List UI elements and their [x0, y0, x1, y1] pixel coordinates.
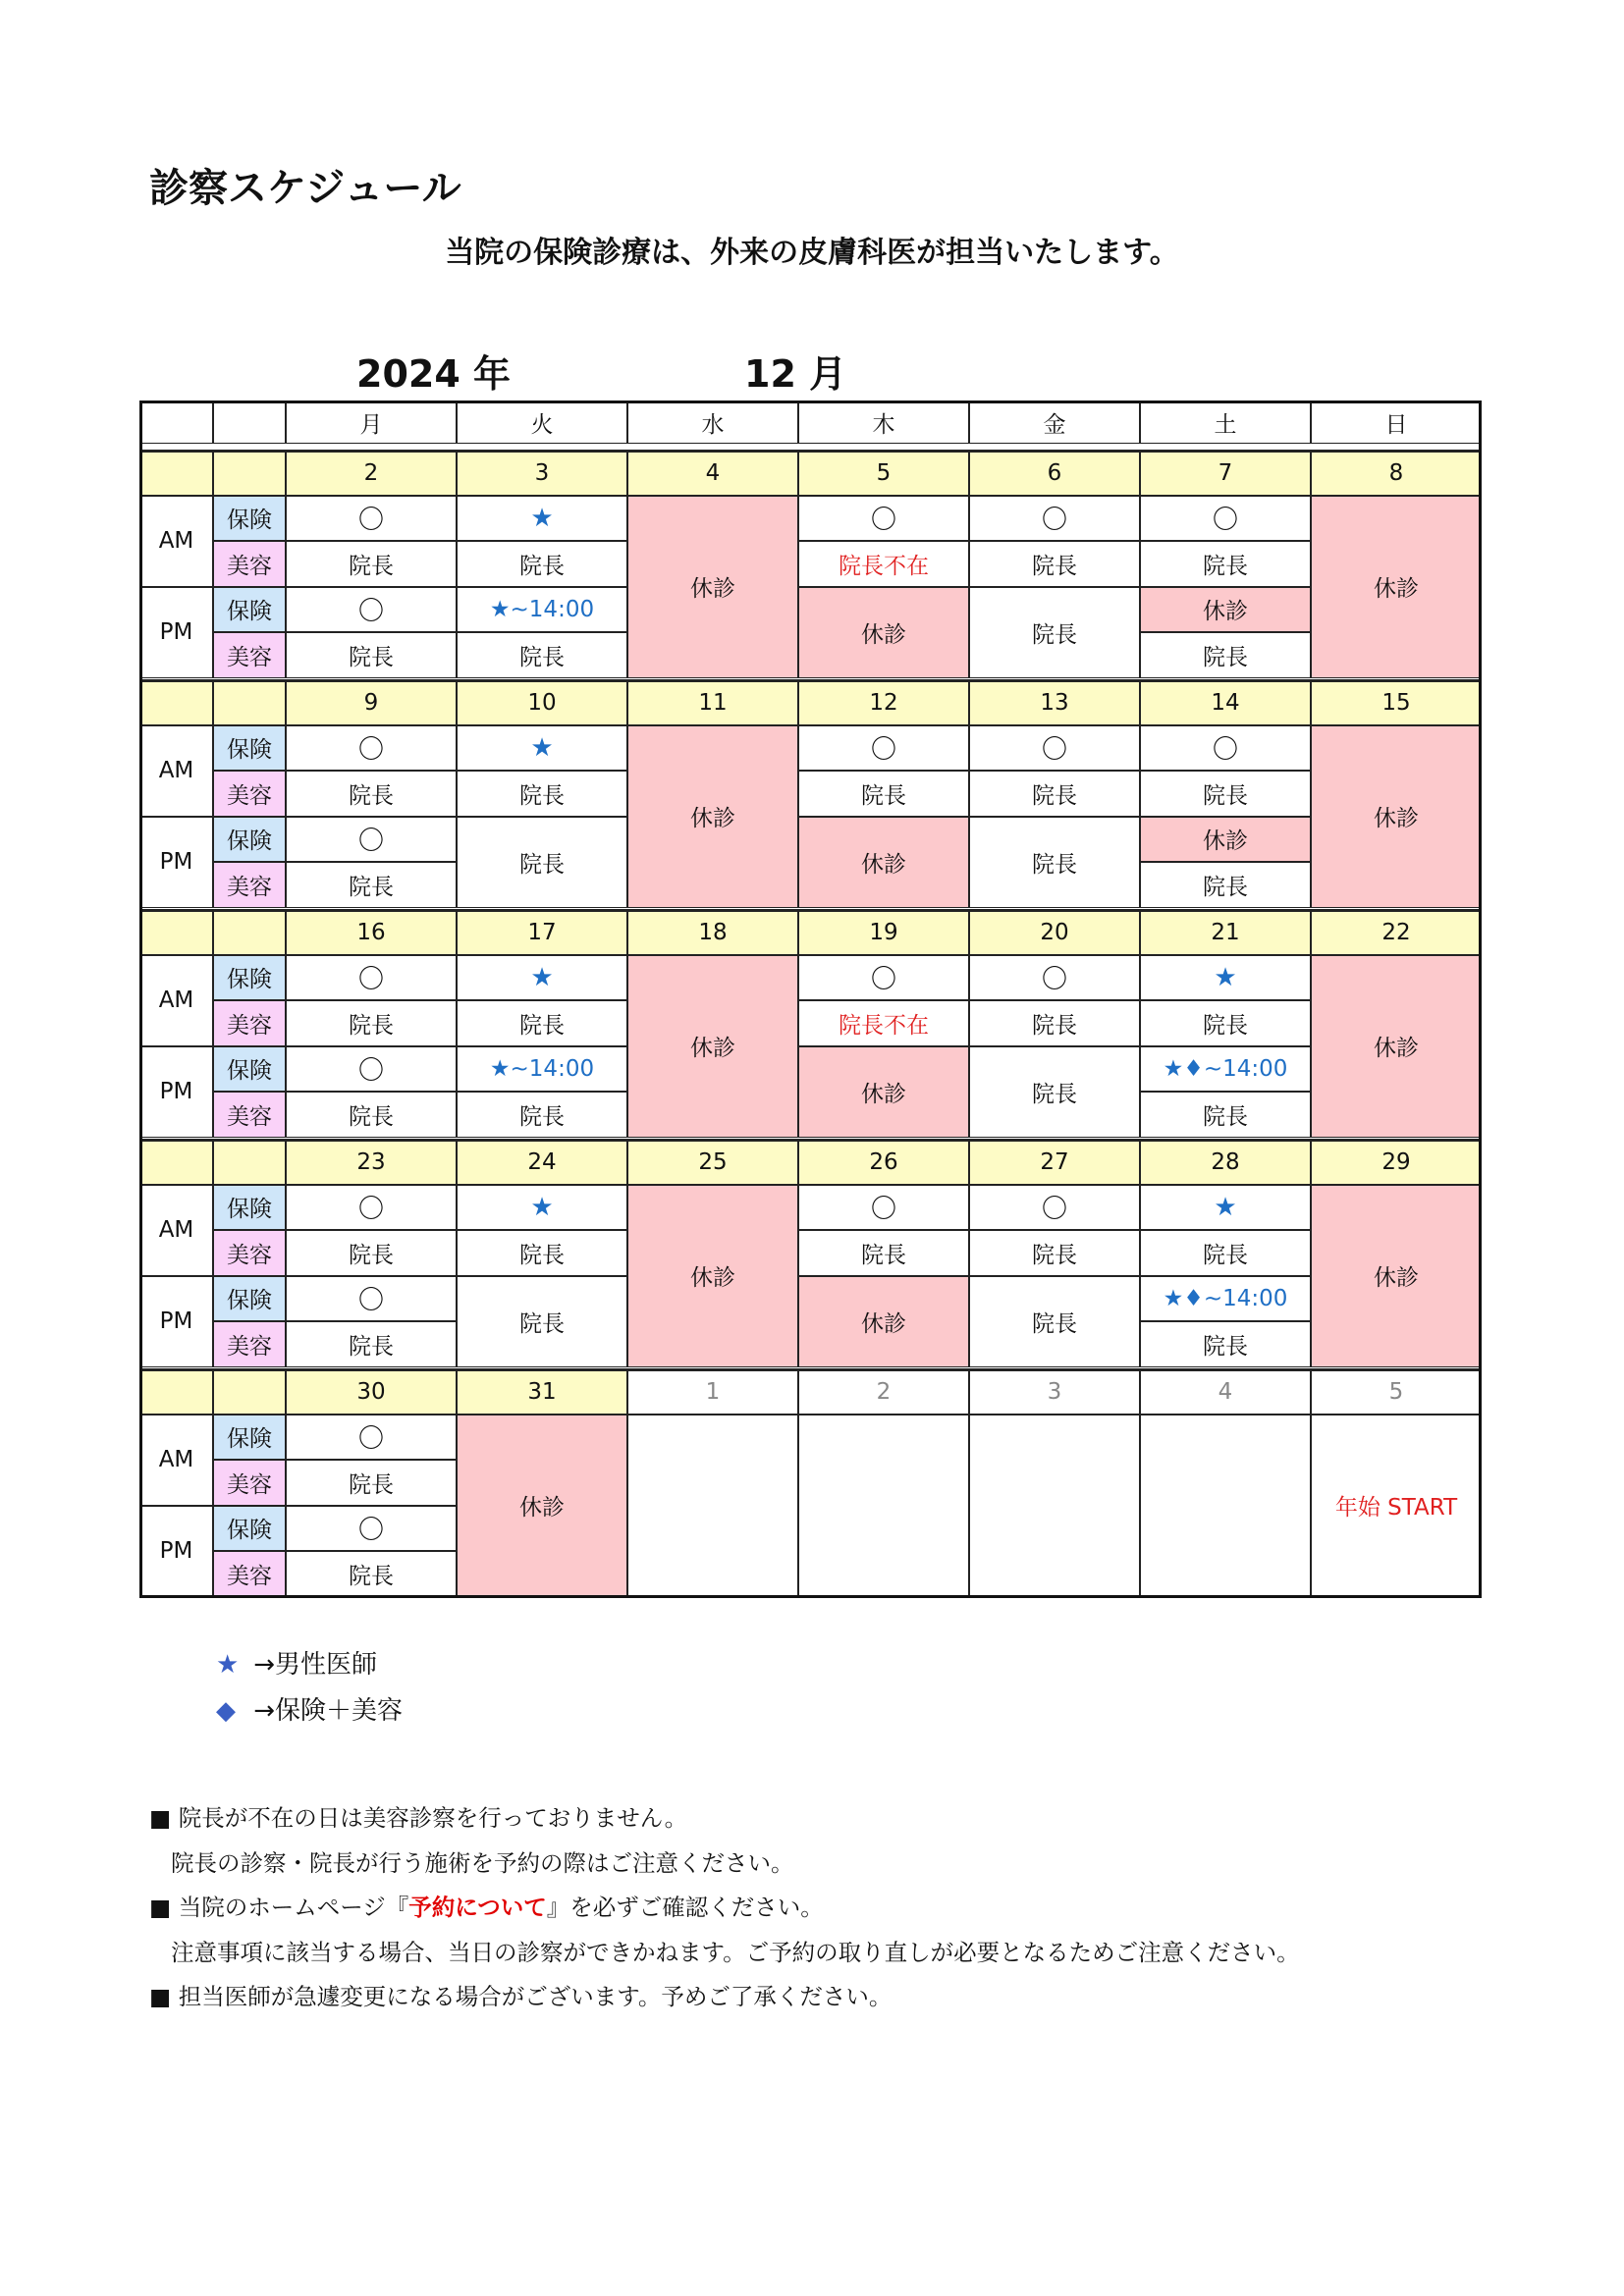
date-cell: 22 — [1311, 909, 1482, 955]
category-biyou: 美容 — [213, 541, 286, 587]
notes — [149, 1796, 1300, 2020]
schedule-cell: 院長 — [457, 1092, 627, 1138]
category-hoken: 保険 — [213, 1046, 286, 1093]
date-cell: 18 — [627, 909, 798, 955]
date-cell: 9 — [286, 679, 457, 725]
weekday-header: 木 — [798, 400, 969, 444]
date-row-blank — [213, 450, 286, 496]
date-cell: 2 — [798, 1368, 969, 1415]
schedule-cell: 院長 — [286, 1000, 457, 1046]
legend-star — [216, 1644, 377, 1681]
schedule-cell: 〇 — [1140, 725, 1311, 772]
page-subtitle: 当院の保険診療は、外来の皮膚科医が担当いたします。 — [445, 236, 1179, 270]
pm-label: PM — [139, 1046, 213, 1138]
pm-label: PM — [139, 1506, 213, 1597]
schedule-cell: 休診 — [1140, 817, 1311, 863]
schedule-cell: 〇 — [969, 955, 1140, 1001]
schedule-cell: 〇 — [969, 725, 1140, 772]
schedule-cell: 院長 — [1140, 862, 1311, 908]
schedule-cell: 〇 — [798, 725, 969, 772]
reservation-link-text: 予約について — [408, 1894, 547, 1921]
closed-cell: 休診 — [627, 1185, 798, 1367]
pm-label: PM — [139, 587, 213, 678]
schedule-cell: 院長 — [1140, 1092, 1311, 1138]
closed-cell: 休診 — [457, 1415, 627, 1597]
schedule-cell: 院長 — [1140, 541, 1311, 587]
am-label: AM — [139, 496, 213, 587]
schedule-cell: ★ — [1140, 955, 1311, 1001]
am-label: AM — [139, 1415, 213, 1506]
date-cell: 13 — [969, 679, 1140, 725]
schedule-cell: 院長 — [286, 632, 457, 678]
date-cell: 7 — [1140, 450, 1311, 496]
schedule-cell: 院長 — [286, 541, 457, 587]
closed-cell: 休診 — [1311, 955, 1482, 1138]
schedule-cell: ★~14:00 — [457, 1046, 627, 1093]
pm-label: PM — [139, 817, 213, 908]
closed-cell: 休診 — [798, 1276, 969, 1367]
date-cell: 4 — [1140, 1368, 1311, 1415]
schedule-cell: 〇 — [286, 725, 457, 772]
category-hoken: 保険 — [213, 587, 286, 633]
date-cell: 6 — [969, 450, 1140, 496]
category-biyou: 美容 — [213, 1230, 286, 1276]
schedule-cell: ★~14:00 — [457, 587, 627, 633]
pm-label: PM — [139, 1276, 213, 1367]
schedule-cell: 〇 — [798, 496, 969, 542]
schedule-cell: 休診 — [1140, 587, 1311, 633]
schedule-cell: 院長 — [798, 1230, 969, 1276]
year-label: 2024 年 — [356, 352, 511, 396]
new-year-start-cell: 年始 START — [1311, 1415, 1482, 1597]
category-hoken: 保険 — [213, 1415, 286, 1461]
schedule-cell: 院長 — [969, 1000, 1140, 1046]
schedule-cell: 〇 — [969, 496, 1140, 542]
schedule-cell: 院長 — [286, 862, 457, 908]
month-label: 12 月 — [744, 352, 847, 396]
page-title: 診察スケジュール — [149, 166, 461, 211]
schedule-cell: 院長 — [969, 541, 1140, 587]
weekday-header: 水 — [627, 400, 798, 444]
date-cell: 19 — [798, 909, 969, 955]
category-hoken: 保険 — [213, 1506, 286, 1552]
schedule-cell: 〇 — [798, 955, 969, 1001]
date-cell: 11 — [627, 679, 798, 725]
closed-cell: 休診 — [798, 587, 969, 678]
schedule-cell: 〇 — [969, 1185, 1140, 1231]
date-cell: 10 — [457, 679, 627, 725]
date-cell: 3 — [969, 1368, 1140, 1415]
schedule-cell: 〇 — [286, 496, 457, 542]
schedule-cell: 院長 — [286, 1092, 457, 1138]
weekday-header: 土 — [1140, 400, 1311, 444]
am-label: AM — [139, 955, 213, 1046]
schedule-cell: 院長 — [457, 632, 627, 678]
date-row-blank — [213, 679, 286, 725]
schedule-cell: ★ — [457, 1185, 627, 1231]
schedule-cell: 院長 — [969, 587, 1140, 678]
schedule-cell: 院長 — [1140, 632, 1311, 678]
date-cell: 12 — [798, 679, 969, 725]
schedule-cell: 院長不在 — [798, 541, 969, 587]
category-hoken: 保険 — [213, 496, 286, 542]
schedule-cell: 院長不在 — [798, 1000, 969, 1046]
schedule-cell: ★ — [1140, 1185, 1311, 1231]
date-cell: 16 — [286, 909, 457, 955]
schedule-cell: 院長 — [969, 1230, 1140, 1276]
category-hoken: 保険 — [213, 955, 286, 1001]
date-cell: 31 — [457, 1368, 627, 1415]
schedule-cell: 院長 — [798, 771, 969, 817]
category-hoken: 保険 — [213, 1185, 286, 1231]
date-cell: 17 — [457, 909, 627, 955]
category-biyou: 美容 — [213, 1551, 286, 1597]
schedule-cell: 〇 — [286, 817, 457, 863]
header-blank — [139, 400, 213, 444]
closed-cell: 休診 — [798, 1046, 969, 1138]
schedule-cell: 院長 — [1140, 771, 1311, 817]
schedule-cell: 院長 — [1140, 1230, 1311, 1276]
date-cell: 5 — [798, 450, 969, 496]
empty-cell — [969, 1415, 1140, 1597]
note-1: ■ 院長が不在の日は美容診察を行っておりません。 — [149, 1804, 688, 1832]
date-cell: 15 — [1311, 679, 1482, 725]
schedule-cell: 院長 — [286, 1460, 457, 1506]
date-cell: 30 — [286, 1368, 457, 1415]
category-biyou: 美容 — [213, 1092, 286, 1138]
closed-cell: 休診 — [1311, 1185, 1482, 1367]
schedule-cell: 〇 — [286, 1185, 457, 1231]
note-3: ■ 当院のホームページ『予約について』を必ずご確認ください。 — [149, 1894, 824, 1921]
empty-cell — [627, 1415, 798, 1597]
legend-star-text: →男性医師 — [253, 1650, 378, 1680]
schedule-cell: 院長 — [457, 1276, 627, 1367]
schedule-cell: ★ — [457, 955, 627, 1001]
category-biyou: 美容 — [213, 632, 286, 678]
date-cell: 23 — [286, 1139, 457, 1185]
schedule-cell: 院長 — [969, 1046, 1140, 1138]
date-cell: 14 — [1140, 679, 1311, 725]
date-row-blank — [139, 450, 213, 496]
category-biyou: 美容 — [213, 1000, 286, 1046]
schedule-cell: 院長 — [457, 1230, 627, 1276]
date-row-blank — [213, 909, 286, 955]
date-cell: 24 — [457, 1139, 627, 1185]
date-cell: 8 — [1311, 450, 1482, 496]
legend-diamond — [216, 1690, 403, 1727]
date-row-blank — [213, 1139, 286, 1185]
schedule-cell: 〇 — [286, 955, 457, 1001]
date-cell: 25 — [627, 1139, 798, 1185]
schedule-cell: 院長 — [969, 1276, 1140, 1367]
category-biyou: 美容 — [213, 1460, 286, 1506]
date-cell: 21 — [1140, 909, 1311, 955]
schedule-cell: ★♦~14:00 — [1140, 1046, 1311, 1093]
category-hoken: 保険 — [213, 1276, 286, 1322]
note-2: 院長の診察・院長が行う施術を予約の際はご注意ください。 — [171, 1848, 794, 1877]
note-5: ■ 担当医師が急遽変更になる場合がございます。予めご了承ください。 — [149, 1983, 893, 2010]
schedule-cell: ★ — [457, 725, 627, 772]
date-cell: 3 — [457, 450, 627, 496]
legend-diamond-text: →保険＋美容 — [253, 1696, 404, 1726]
category-hoken: 保険 — [213, 817, 286, 863]
closed-cell: 休診 — [1311, 496, 1482, 678]
schedule-cell: 〇 — [286, 587, 457, 633]
weekday-header: 月 — [286, 400, 457, 444]
schedule-cell: 院長 — [969, 771, 1140, 817]
note-4: 注意事項に該当する場合、当日の診察ができかねます。ご予約の取り直しが必要となるためご注意ください。 — [171, 1938, 1300, 1966]
empty-cell — [798, 1415, 969, 1597]
weekday-header: 金 — [969, 400, 1140, 444]
schedule-cell: 院長 — [1140, 1000, 1311, 1046]
star-icon: ★ — [216, 1650, 240, 1680]
category-biyou: 美容 — [213, 862, 286, 908]
schedule-cell: ★♦~14:00 — [1140, 1276, 1311, 1322]
schedule-cell: 院長 — [1140, 1321, 1311, 1367]
closed-cell: 休診 — [627, 725, 798, 908]
schedule-cell: 院長 — [457, 771, 627, 817]
date-row-blank — [139, 679, 213, 725]
closed-cell: 休診 — [627, 955, 798, 1138]
weekday-header: 日 — [1311, 400, 1482, 444]
header-blank — [213, 400, 286, 444]
category-biyou: 美容 — [213, 1321, 286, 1367]
schedule-cell: 〇 — [286, 1046, 457, 1093]
date-cell: 27 — [969, 1139, 1140, 1185]
date-cell: 20 — [969, 909, 1140, 955]
date-row-blank — [139, 1139, 213, 1185]
closed-cell: 休診 — [1311, 725, 1482, 908]
am-label: AM — [139, 1185, 213, 1276]
date-cell: 5 — [1311, 1368, 1482, 1415]
category-hoken: 保険 — [213, 725, 286, 772]
schedule-cell: 〇 — [1140, 496, 1311, 542]
date-cell: 29 — [1311, 1139, 1482, 1185]
closed-cell: 休診 — [798, 817, 969, 908]
schedule-cell: 院長 — [969, 817, 1140, 908]
diamond-icon: ◆ — [216, 1696, 236, 1726]
schedule-cell: 院長 — [286, 1321, 457, 1367]
date-row-blank — [139, 1368, 213, 1415]
schedule-cell: 〇 — [286, 1506, 457, 1552]
schedule-cell: 〇 — [286, 1276, 457, 1322]
schedule-cell: 院長 — [457, 541, 627, 587]
date-row-blank — [139, 909, 213, 955]
weekday-header: 火 — [457, 400, 627, 444]
schedule-cell: 院長 — [286, 1230, 457, 1276]
date-cell: 2 — [286, 450, 457, 496]
schedule-cell: 〇 — [798, 1185, 969, 1231]
date-cell: 28 — [1140, 1139, 1311, 1185]
date-cell: 4 — [627, 450, 798, 496]
date-row-blank — [213, 1368, 286, 1415]
date-cell: 26 — [798, 1139, 969, 1185]
schedule-cell: 〇 — [286, 1415, 457, 1461]
schedule-cell: 院長 — [286, 771, 457, 817]
schedule-cell: 院長 — [457, 817, 627, 908]
closed-cell: 休診 — [627, 496, 798, 678]
date-cell: 1 — [627, 1368, 798, 1415]
category-biyou: 美容 — [213, 771, 286, 817]
schedule-cell: 院長 — [286, 1551, 457, 1597]
schedule-cell: 院長 — [457, 1000, 627, 1046]
empty-cell — [1140, 1415, 1311, 1597]
am-label: AM — [139, 725, 213, 817]
schedule-cell: ★ — [457, 496, 627, 542]
